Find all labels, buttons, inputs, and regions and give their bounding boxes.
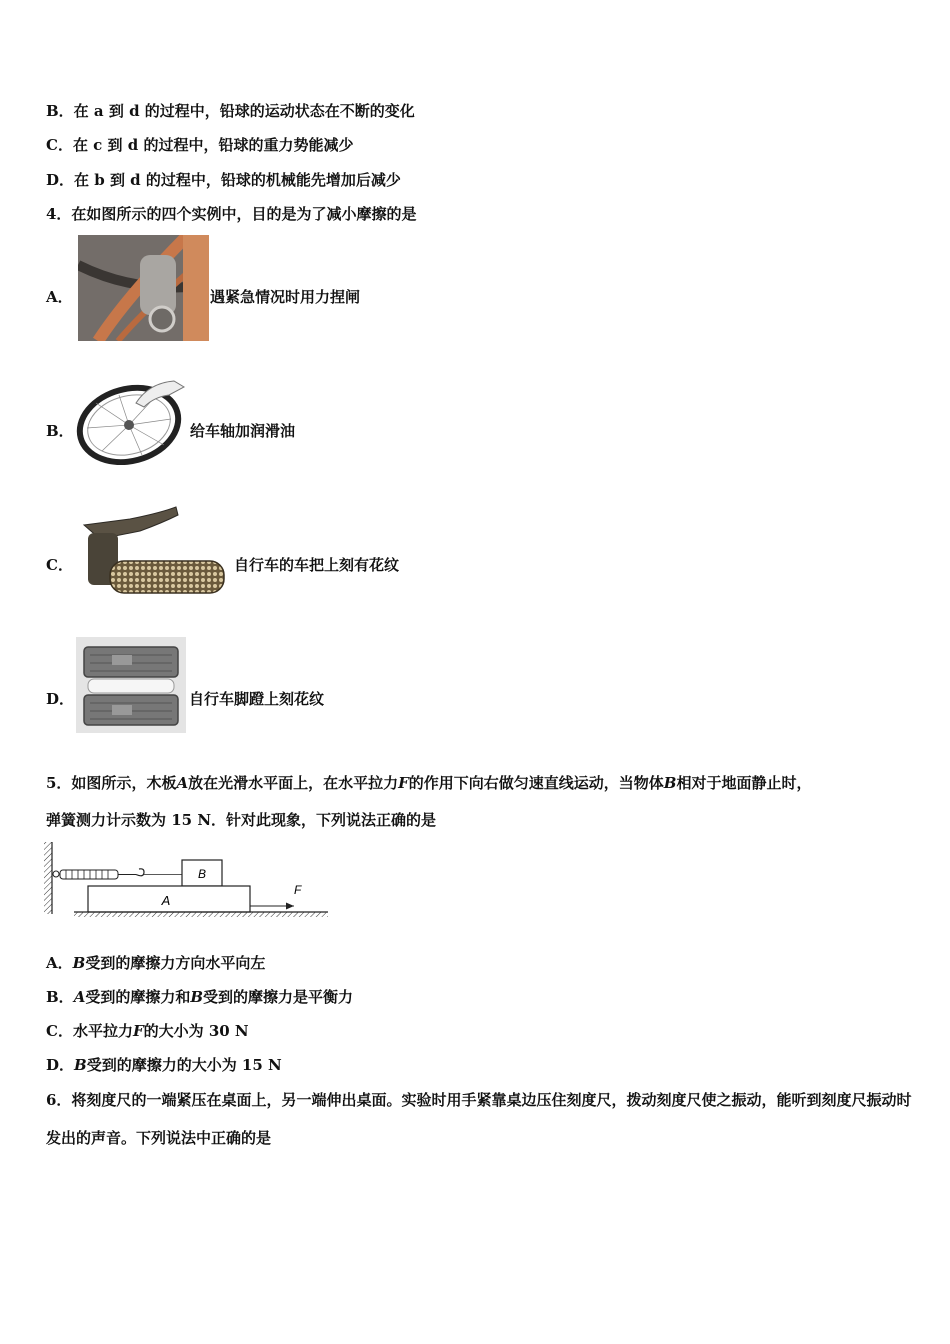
bicycle-brake-photo xyxy=(78,235,209,341)
q6-stem: 6．将刻度尺的一端紧压在桌面上，另一端伸出桌面。实验时用手紧靠桌边压住刻度尺，拨动刻度尺使之振动，能听到刻度尺振动时发出的声音。下列说法中正确的是 xyxy=(46,1091,912,1147)
q4-option-a-letter: A． xyxy=(46,288,73,306)
q5-spring-scale-diagram xyxy=(40,842,332,920)
q4-option-b-letter: B． xyxy=(46,422,74,440)
q5-option-a: A．B受到的摩擦力方向水平向左 xyxy=(46,954,266,972)
bicycle-pedal-photo xyxy=(76,637,186,733)
q5-option-b: B．A受到的摩擦力和B受到的摩擦力是平衡力 xyxy=(46,988,354,1006)
q4-stem: 4．在如图所示的四个实例中，目的是为了减小摩擦的是 xyxy=(46,205,417,223)
q5-option-c: C．水平拉力F的大小为 30 N xyxy=(46,1022,249,1040)
q3-option-d: D．在 b 到 d 的过程中，铅球的机械能先增加后减少 xyxy=(46,171,401,189)
q3-option-b: B．在 a 到 d 的过程中，铅球的运动状态在不断的变化 xyxy=(46,102,415,120)
q4-option-a-text: 遇紧急情况时用力捏闸 xyxy=(210,288,361,306)
q4-option-c-letter: C． xyxy=(46,556,73,574)
q4-option-d-letter: D． xyxy=(46,690,75,708)
q4-option-c-text: 自行车的车把上刻有花纹 xyxy=(234,556,400,574)
bicycle-handlebar-grip-photo xyxy=(80,505,230,597)
q5-stem-line2: 弹簧测力计示数为 15 N．针对此现象，下列说法正确的是 xyxy=(46,811,437,829)
block-b-label: B xyxy=(197,867,207,881)
force-f-label: F xyxy=(294,883,302,897)
q5-option-d: D．B受到的摩擦力的大小为 15 N xyxy=(46,1056,282,1074)
bicycle-wheel-oiling-photo xyxy=(74,373,186,465)
board-a-label: A xyxy=(161,893,171,908)
q4-option-b-text: 给车轴加润滑油 xyxy=(190,422,296,440)
q3-option-c: C．在 c 到 d 的过程中，铅球的重力势能减少 xyxy=(46,136,354,154)
q5-stem-line1: 5．如图所示，木板A放在光滑水平面上，在水平拉力F的作用下向右做匀速直线运动，当物体B相对于地面静止时， xyxy=(46,774,812,792)
q4-option-d-text: 自行车脚蹬上刻花纹 xyxy=(189,690,325,708)
